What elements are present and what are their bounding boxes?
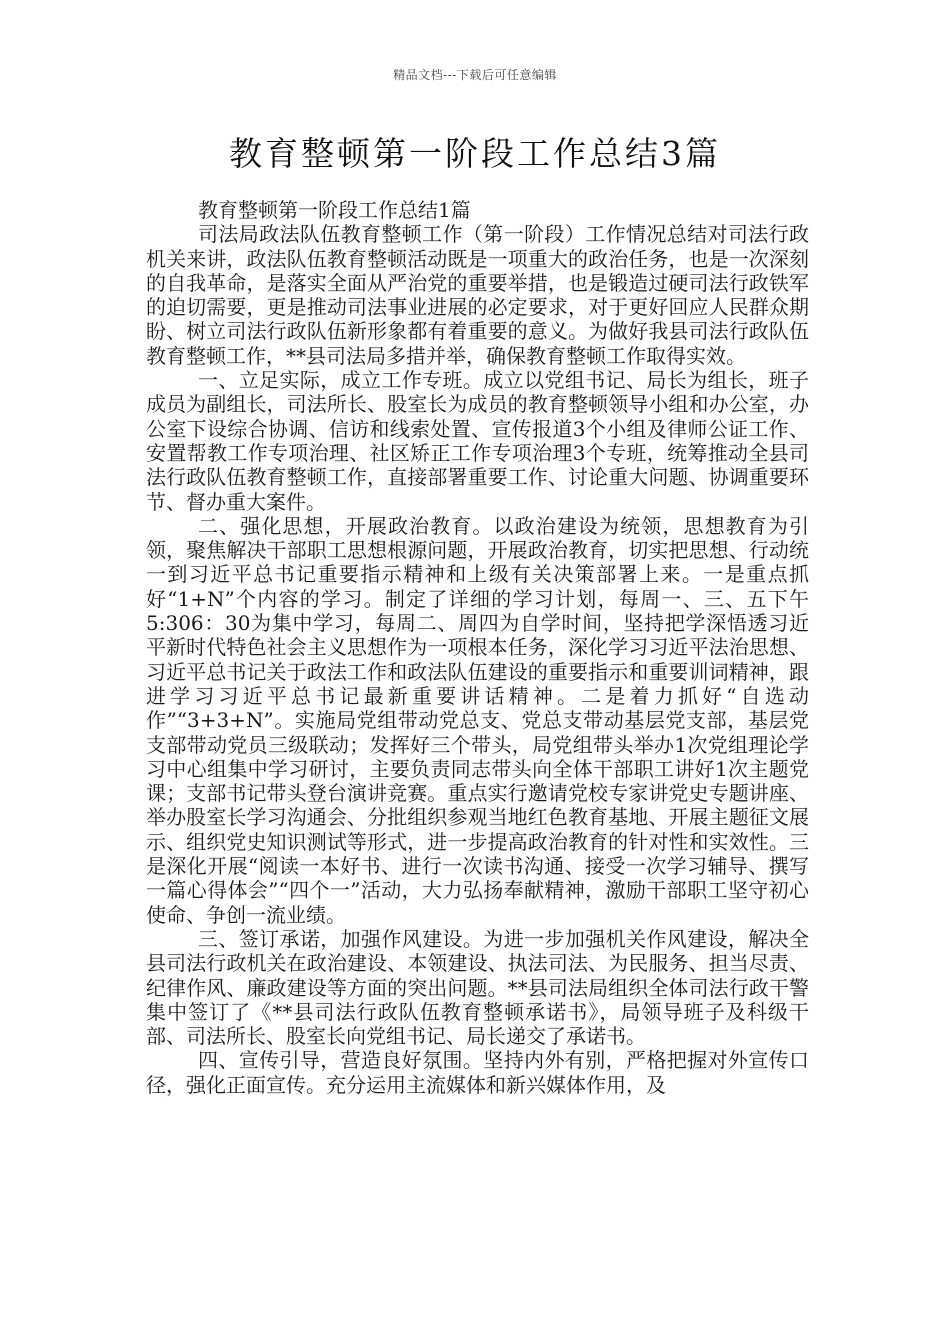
paragraph-section-2: 二、强化思想，开展政治教育。以政治建设为统领，思想教育为引领，聚焦解决干部职工思想根源问题，开展政治教育，切实把思想、行动统一到习近平总书记重要指示精神和上级有关决策部署上来。一是重点抓好“1+N”个内容的学习。制定了详细的学习计划，每周一、三、五下午5:306：30为集中学习，每周二、周四为自学时间，坚持把学深悟透习近平新时代特色社会主义思想作为一项根本任务，深化学习习近平法治思想、习近平总书记关于政法工作和政法队伍建设的重要指示和重要训词精神，跟进学习习近平总书记最新重要讲话精神。二是着力抓好“自选动作”“3+3+N”。实施局党组带动党总支、党总支带动基层党支部，基层党支部带动党员三级联动；发挥好三个带头，局党组带头举办1次党组理论学习中心组集中学习研讨，主要负责同志带头向全体干部职工讲好1次主题党课；支部书记带头登台演讲竞赛。重点实行邀请党校专家讲党史专题讲座、举办股室长学习沟通会、分批组织参观当地红色教育基地、开展主题征文展示、组织党史知识测试等形式，进一步提高政治教育的针对性和实效性。三是深化开展“阅读一本好书、进行一次读书沟通、接受一次学习辅导、撰写一篇心得体会”“四个一”活动，大力弘扬奉献精神，激励干部职工坚守初心使命、争创一流业绩。 [146, 513, 809, 927]
paragraph-section-4: 四、宣传引导，营造良好氛围。坚持内外有别，严格把握对外宣传口径，强化正面宣传。充分运用主流媒体和新兴媒体作用，及 [146, 1048, 809, 1097]
document-title: 教育整顿第一阶段工作总结3篇 [229, 134, 721, 173]
paragraph-section-3: 三、签订承诺，加强作风建设。为进一步加强机关作风建设，解决全县司法行政机关在政治建设、本领建设、执法司法、为民服务、担当尽责、纪律作风、廉政建设等方面的突出问题。**县司法局组织全体司法行政干警集中签订了《**县司法行政队伍教育整顿承诺书》，局领导班子及科级干部、司法所长、股室长向党组书记、局长递交了承诺书。 [146, 926, 809, 1049]
document-body [146, 198, 809, 1097]
header-note: 精品文档---下载后可任意编辑 [393, 68, 557, 82]
paragraph-section-1: 一、立足实际，成立工作专班。成立以党组书记、局长为组长，班子成员为副组长，司法所长、股室长为成员的教育整顿领导小组和办公室，办公室下设综合协调、信访和线索处置、宣传报道3个小组及律师公证工作、安置帮教工作专项治理、社区矫正工作专项治理3个专班，统筹推动全县司法行政队伍教育整顿工作，直接部署重要工作、讨论重大问题、协调重要环节、督办重大案件。 [146, 368, 809, 514]
paragraph-intro: 司法局政法队伍教育整顿工作（第一阶段）工作情况总结对司法行政机关来讲，政法队伍教育整顿活动既是一项重大的政治任务，也是一次深刻的自我革命，是落实全面从严治党的重要举措，也是锻造过硬司法行政铁军的迫切需要，更是推动司法事业进展的必定要求，对于更好回应人民群众期盼、树立司法行政队伍新形象都有着重要的意义。为做好我县司法行政队伍教育整顿工作，**县司法局多措并举，确保教育整顿工作取得实效。 [146, 222, 809, 368]
section-subtitle: 教育整顿第一阶段工作总结1篇 [198, 198, 471, 222]
